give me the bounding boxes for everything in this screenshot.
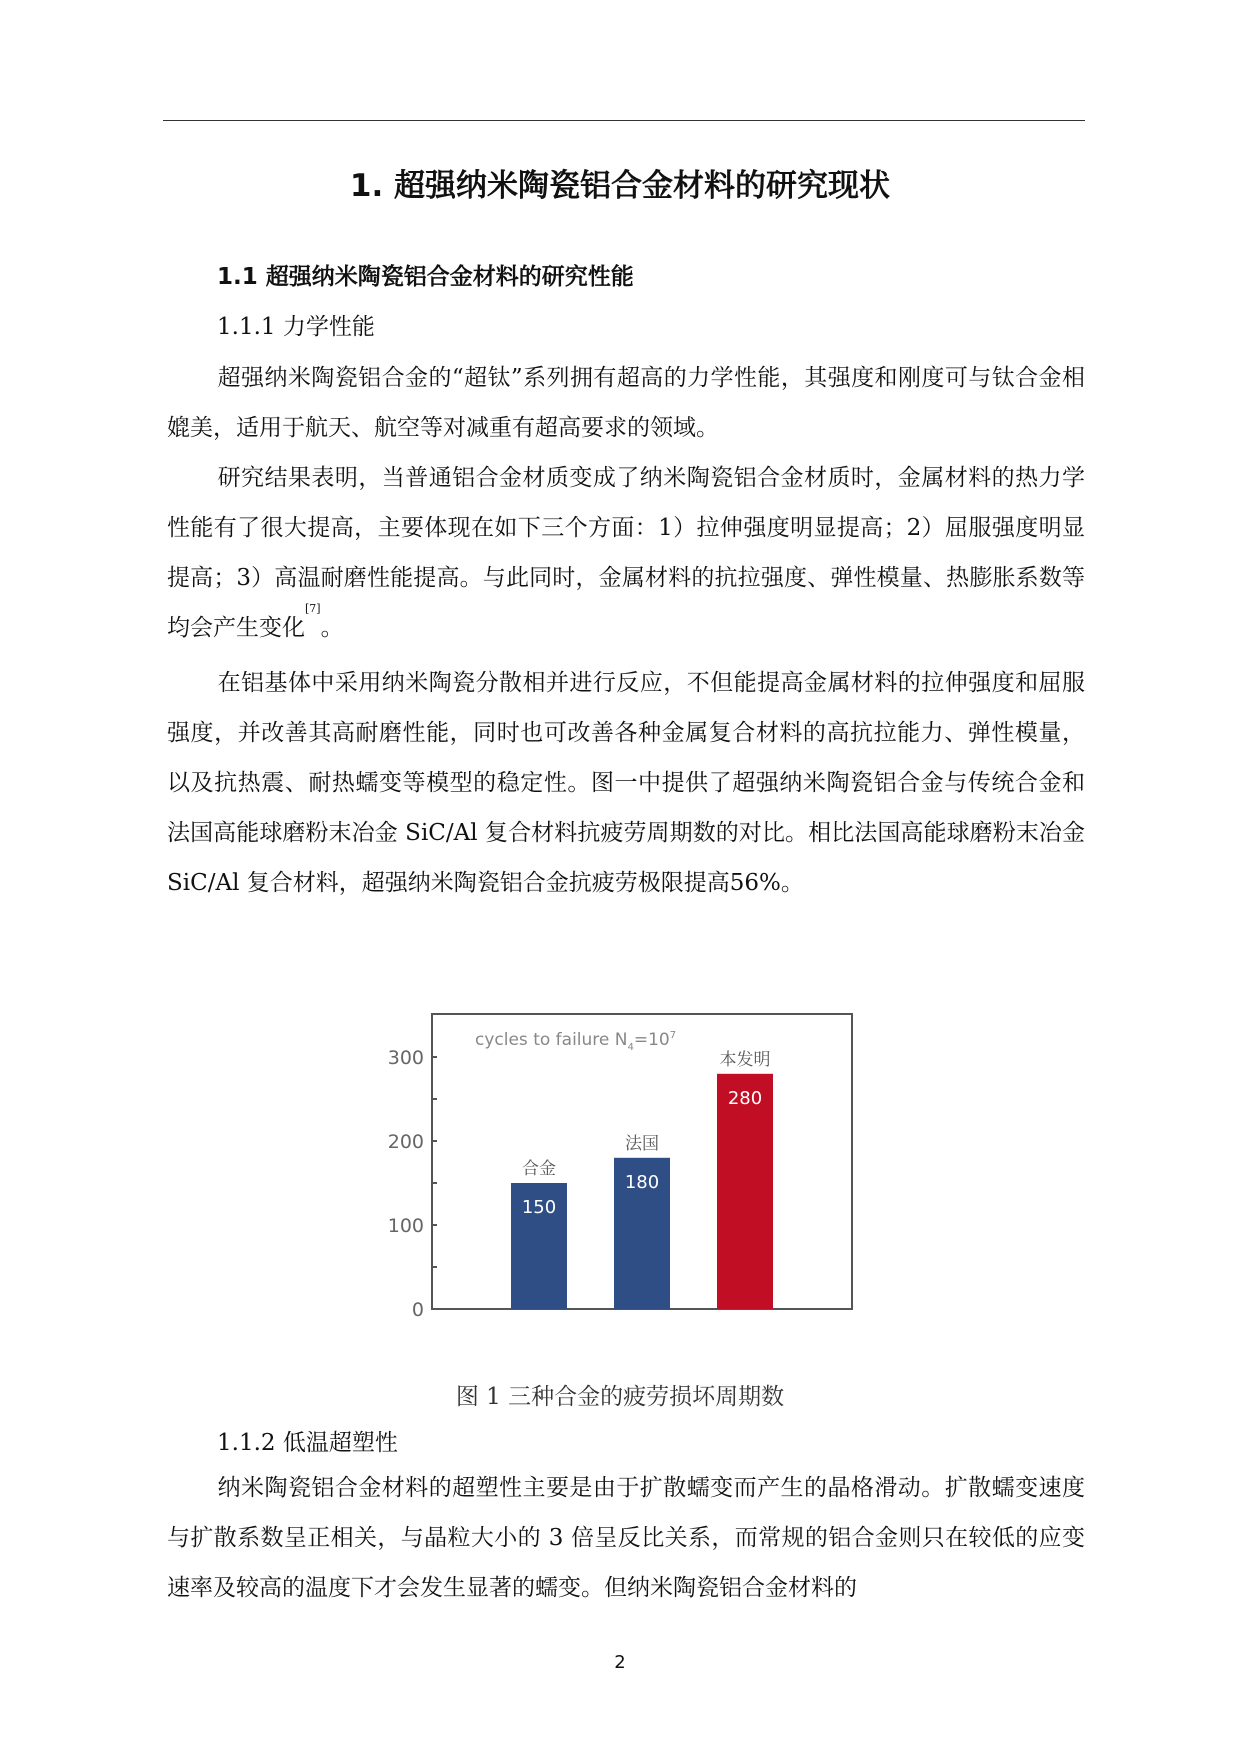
bar-value-label: 280	[727, 1087, 763, 1109]
header-rule	[163, 120, 1085, 121]
paragraph-3: 在铝基体中采用纳米陶瓷分散相并进行反应，不但能提高金属材料的拉伸强度和屈服强度，并改善其高耐磨性能，同时也可改善各种金属复合材料的高抗拉能力、弹性模量，以及抗热震、耐热蠕变等模型的稳定性。图一中提供了超强纳米陶瓷铝合金与传统合金和法国高能球磨粉末冶金 SiC/Al 复合材料抗疲劳周期数的对比。相比法国高能球磨粉末冶金 SiC/Al 复合材料，超强纳米陶瓷铝合金抗疲劳极限提高56%。	[167, 670, 1085, 896]
page-number: 2	[614, 1652, 626, 1673]
section-heading-1-1: 1.1 超强纳米陶瓷铝合金材料的研究性能	[217, 264, 634, 290]
bar-value-label: 150	[521, 1197, 557, 1218]
y-tick-label: 100	[387, 1215, 424, 1237]
fatigue-bar-chart	[370, 1000, 890, 1330]
bar-category-label: 合金	[522, 1159, 556, 1179]
section-heading-1-1-1: 1.1.1 力学性能	[217, 314, 375, 340]
paragraph-2-end: 。	[320, 615, 344, 641]
chapter-title: 1. 超强纳米陶瓷铝合金材料的研究现状	[349, 168, 891, 204]
chart-title: cycles to failure $N_4=10^7$	[475, 1030, 677, 1053]
bar-value-label: 180	[624, 1171, 660, 1193]
bar-2	[717, 1074, 773, 1309]
paragraph-4: 纳米陶瓷铝合金材料的超塑性主要是由于扩散蠕变而产生的晶格滑动。扩散蠕变速度与扩散系数呈正相关，与晶粒大小的 3 倍呈反比关系，而常规的铝合金则只在较低的应变速率及较高的温度下才会发生显著的蠕变。但纳米陶瓷铝合金材料的	[167, 1475, 1085, 1601]
y-tick-label: 200	[387, 1131, 424, 1153]
y-tick-label: 300	[387, 1047, 424, 1069]
paragraph-1: 超强纳米陶瓷铝合金的“超钛”系列拥有超高的力学性能，其强度和刚度可与钛合金相媲美，适用于航天、航空等对减重有超高要求的领域。	[167, 365, 1085, 441]
section-heading-1-1-2: 1.1.2 低温超塑性	[217, 1430, 398, 1456]
citation[interactable]: [7]	[305, 602, 321, 615]
bar-category-label: 法国	[625, 1133, 659, 1154]
paragraph-2-text: 研究结果表明，当普通铝合金材质变成了纳米陶瓷铝合金材质时，金属材料的热力学性能有了很大提高，主要体现在如下三个方面：1）拉伸强度明显提高；2）屈服强度明显提高；3）高温耐磨性能提高。与此同时，金属材料的抗拉强度、弹性模量、热膨胀系数等均会产生变化	[167, 465, 1085, 641]
figure-caption: 图 1 三种合金的疲劳损坏周期数	[455, 1384, 785, 1410]
y-tick-label: 0	[411, 1299, 424, 1321]
paragraph-2	[167, 453, 1085, 653]
bar-category-label: 本发明	[719, 1049, 771, 1070]
